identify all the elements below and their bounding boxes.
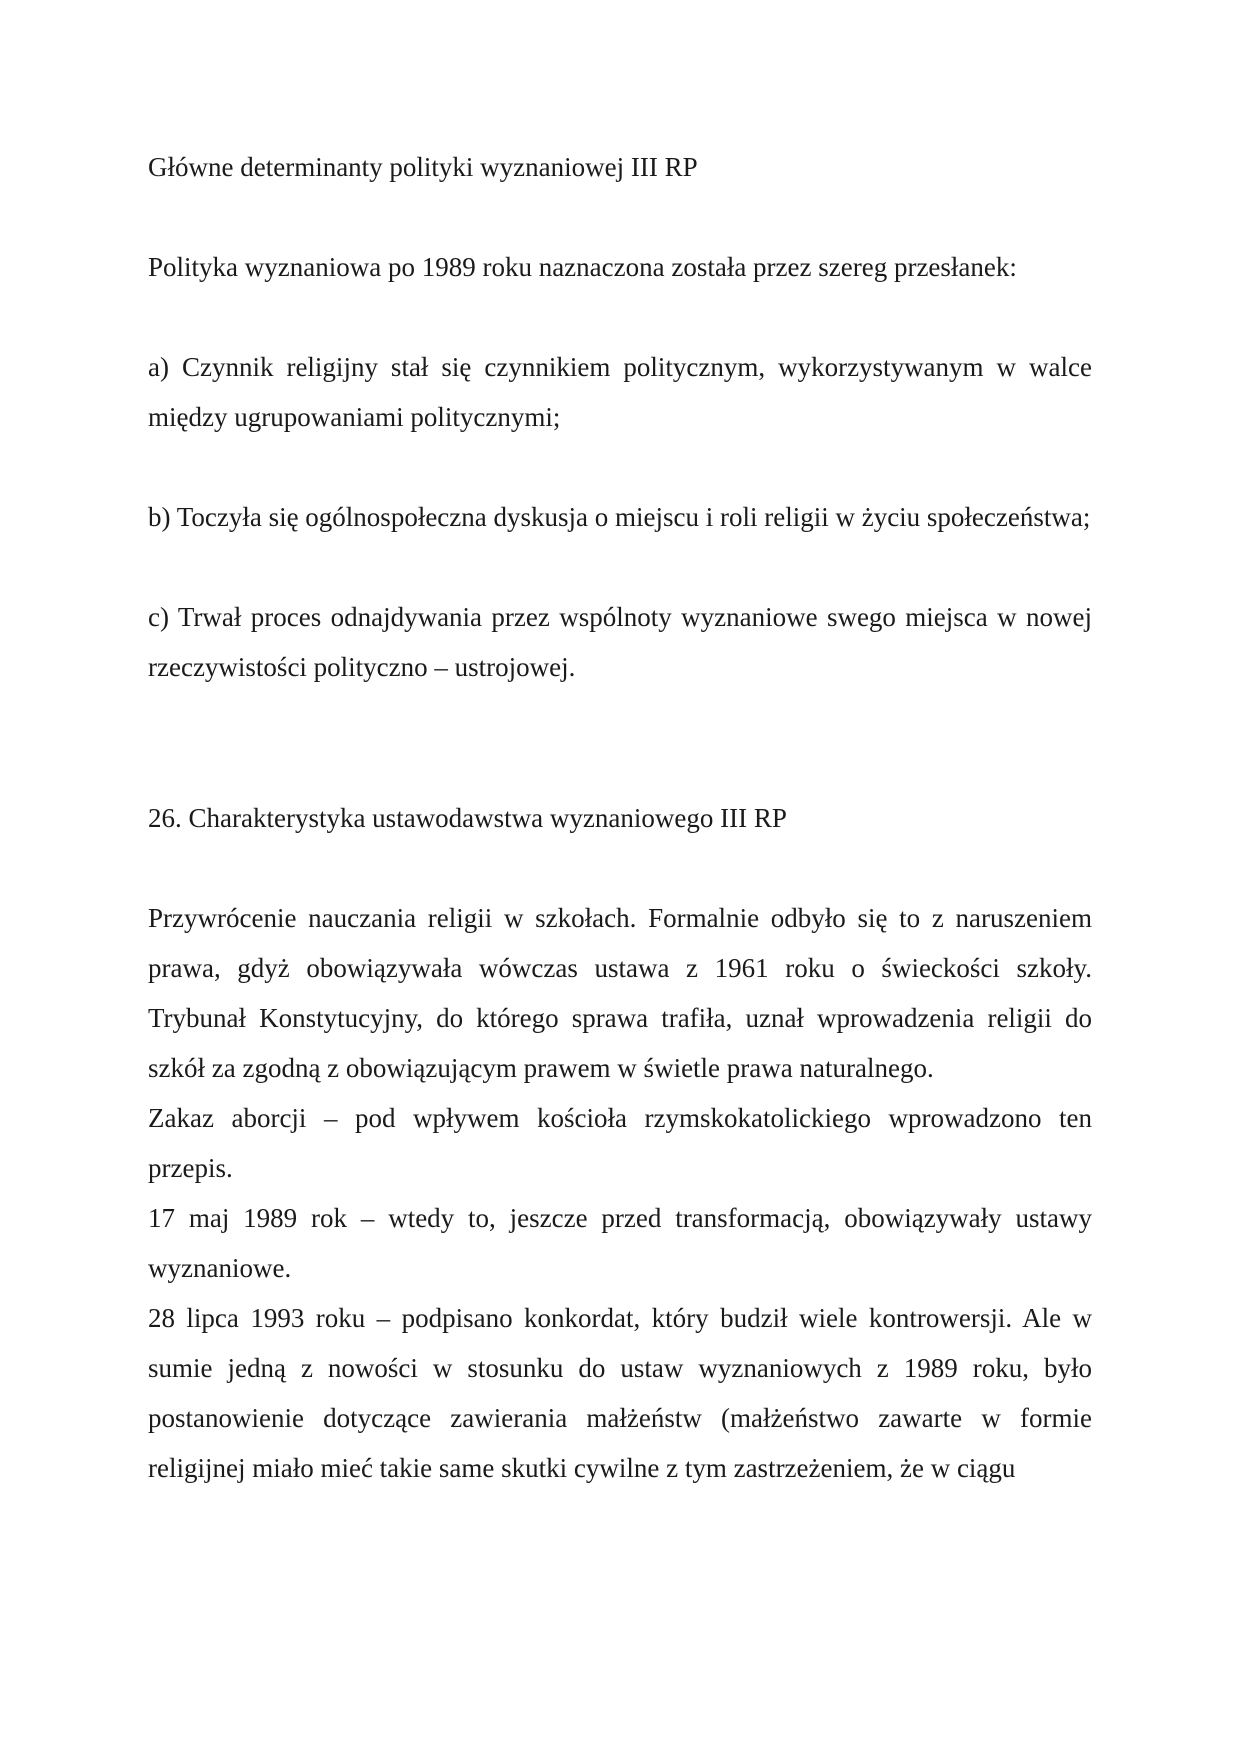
section-heading-determinants: Główne determinanty polityki wyznaniowej III RP [148, 152, 698, 182]
document-page [148, 142, 1092, 1493]
intro-paragraph: Polityka wyznaniowa po 1989 roku naznaczona została przez szereg przesłanek: [148, 252, 1017, 282]
paragraph-abortion-ban: Zakaz aborcji – pod wpływem kościoła rzymskokatolickiego wprowadzono ten przepis. [148, 1103, 1092, 1183]
point-a: a) Czynnik religijny stał się czynnikiem politycznym, wykorzystywanym w walce między ugrupowaniami politycznymi; [148, 352, 1092, 432]
point-b: b) Toczyła się ogólnospołeczna dyskusja o miejscu i roli religii w życiu społeczeństwa; [148, 502, 1091, 532]
paragraph-concordat: 28 lipca 1993 roku – podpisano konkordat, który budził wiele kontrowersji. Ale w sumie jedną z nowości w stosunku do ustaw wyznaniowych z 1989 roku, było postanowienie dotyczące zawierania małżeństw (małżeństwo zawarte w formie religijnej miało mieć takie same skutki cywilne z tym zastrzeżeniem, że w ciągu [148, 1303, 1092, 1483]
paragraph-religion-in-schools: Przywrócenie nauczania religii w szkołach. Formalnie odbyło się to z naruszeniem prawa, gdyż obowiązywała wówczas ustawa z 1961 roku o świeckości szkoły. Trybunał Konstytucyjny, do którego sprawa trafiła, uznał wprowadzenia religii do szkół za zgodną z obowiązującym prawem w świetle prawa naturalnego. [148, 903, 1092, 1083]
paragraph-1989-laws: 17 maj 1989 rok – wtedy to, jeszcze przed transformacją, obowiązywały ustawy wyznaniowe. [148, 1203, 1092, 1283]
section-heading-legislation: 26. Charakterystyka ustawodawstwa wyznaniowego III RP [148, 803, 787, 833]
point-c: c) Trwał proces odnajdywania przez wspólnoty wyznaniowe swego miejsca w nowej rzeczywistości polityczno – ustrojowej. [148, 602, 1092, 682]
